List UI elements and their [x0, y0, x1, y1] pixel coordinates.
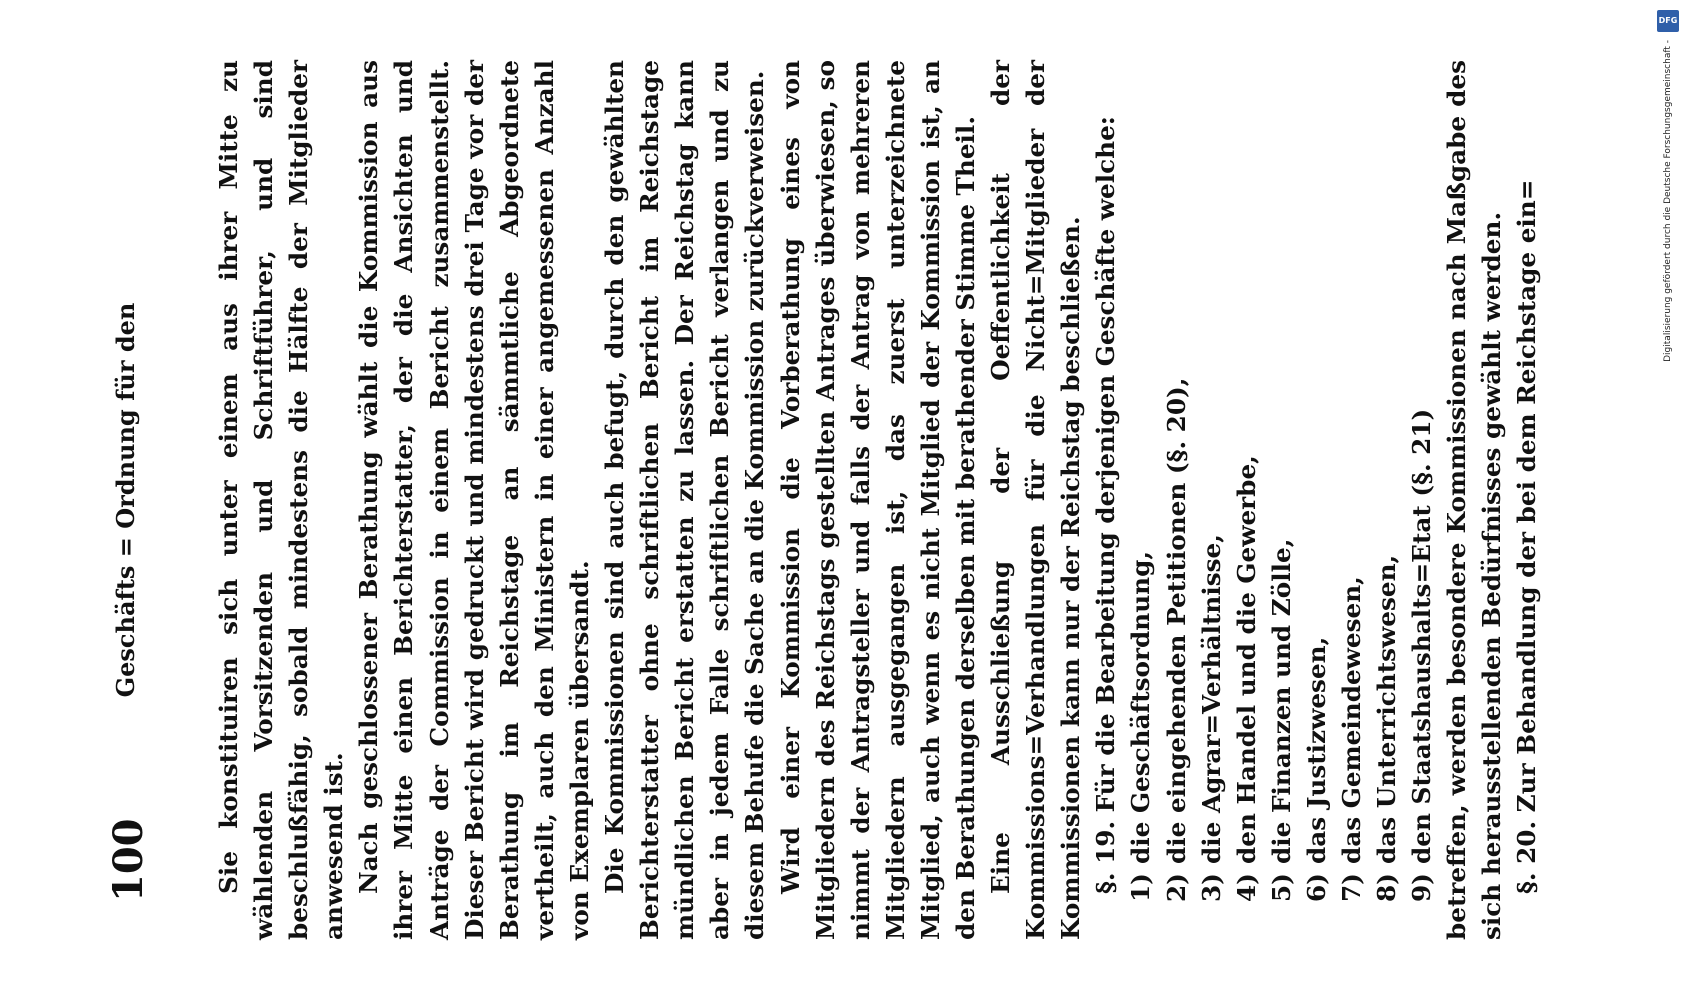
list-item-number: 9) — [1407, 873, 1437, 902]
book-page — [93, 60, 1593, 940]
list-item — [1194, 60, 1229, 940]
paragraph-2: Nach geschlossener Berathung wählt die Kommission aus ihrer Mitte einen Berichterstatter, der die Ansichten und Anträge der Commission in einem Bericht zusammenstellt. Dieser Bericht wird gedruckt und mindestens drei Tage vor der Berathung im Reichstage an sämmtliche Abgeordnete vertheilt, auch den Ministern in einer angemessenen Anzahl von Exemplaren übersandt. — [354, 60, 594, 940]
list-item-number: 6) — [1301, 873, 1331, 902]
list-item-number: 2) — [1161, 873, 1191, 902]
list-item-number: 4) — [1231, 873, 1261, 902]
paragraph-5: Eine Ausschließung der Oeffentlichkeit der Kommissions=Verhandlungen für die Nicht=Mitglieder der Kommissionen kann nur der Reichstag beschließen. — [986, 60, 1086, 940]
credit-text: Digitalisierung gefördert durch die Deutsche Forschungsgemeinschaft - — [1663, 40, 1673, 362]
list-item-text: das Unterrichtswesen, — [1372, 554, 1402, 864]
list-item-text: die Geschäftsordnung, — [1126, 551, 1156, 864]
list-item-number: 3) — [1196, 873, 1226, 902]
list-item-text: die Finanzen und Zölle, — [1266, 538, 1296, 864]
list-item — [1369, 60, 1404, 940]
list-item — [1334, 60, 1369, 940]
list-item-number: 1) — [1126, 873, 1156, 902]
list-item — [1299, 60, 1334, 940]
section-19-intro: §. 19. Für die Bearbeitung derjenigen Geschäfte welche: — [1091, 116, 1121, 894]
list-item-number: 7) — [1337, 873, 1366, 902]
section-19-outro: betreffen, werden besondere Kommissionen nach Maßgabe des sich herausstellenden Bedürfnisses gewählt werden. — [1442, 60, 1507, 940]
list-item-text: die Agrar=Verhältnisse, — [1196, 534, 1226, 864]
paragraph-4: Wird einer Kommission die Vorberathung eines von Mitgliedern des Reichstags gestellten Antrages überwiesen, so nimmt der Antragsteller und falls der Antrag von mehreren Mitgliedern ausgegangen ist, das zuerst unterzeichnete Mitglied, auch wenn es nicht Mitglied der Kommission ist, an den Berathungen derselben mit berathender Stimme Theil. — [775, 60, 980, 940]
paragraph-3: Die Kommissionen sind auch befugt, durch den gewählten Berichterstatter ohne schriftlichen Bericht im Reichstage mündlichen Bericht erstatten zu lassen. Der Reichstag kann aber in jedem Falle schriftlichen Bericht verlangen und zu diesem Behufe die Sache an die Kommission zurückverweisen. — [600, 60, 770, 940]
list-item — [1159, 60, 1194, 940]
list-item-text: den Handel und die Gewerbe, — [1231, 455, 1261, 864]
page-body — [211, 60, 1545, 940]
list-item — [1404, 60, 1439, 940]
section-20-start: §. 20. Zur Behandlung der bei dem Reichstage ein= — [1512, 179, 1542, 894]
list-item-text: die eingehenden Petitionen (§. 20), — [1161, 377, 1191, 864]
list-item-number: 5) — [1266, 873, 1296, 902]
list-item — [1229, 60, 1264, 940]
list-item — [1264, 60, 1299, 940]
page-number: 100 — [105, 818, 152, 902]
list-item-number: 8) — [1372, 873, 1402, 902]
list-item-text: den Staatshaushalts=Etat (§. 21) — [1407, 408, 1437, 864]
list-item-text: das Gemeindewesen, — [1337, 576, 1366, 864]
dfg-logo: DFG — [1657, 10, 1679, 32]
paragraph-1: Sie konstituiren sich unter einem aus ihrer Mitte zu wählenden Vorsitzenden und Schriftführer, und sind beschlußfähig, sobald mindestens die Hälfte der Mitglieder anwesend ist. — [214, 60, 349, 940]
digitization-sidebar — [1657, 10, 1681, 990]
header-title: Geschäfts = Ordnung für den — [111, 302, 140, 698]
running-head — [83, 60, 153, 940]
list-item — [1123, 60, 1158, 940]
list-item-text: das Justizwesen, — [1301, 636, 1331, 864]
section-19-list — [1123, 60, 1439, 940]
